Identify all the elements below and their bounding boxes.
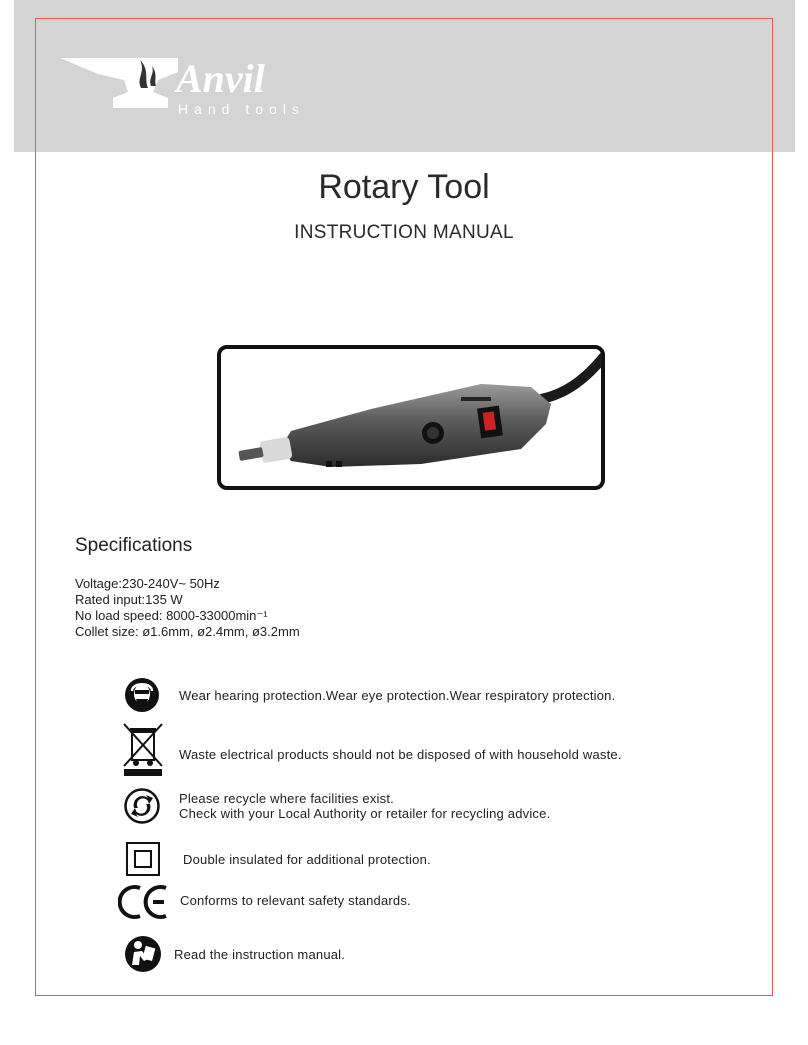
double-insulated-text: Double insulated for additional protection. [183,852,431,867]
spec-collet-size: Collet size: ø1.6mm, ø2.4mm, ø3.2mm [75,624,300,639]
read-manual-icon [124,935,162,973]
spec-voltage: Voltage:230-240V~ 50Hz [75,576,220,591]
ce-text: Conforms to relevant safety standards. [180,893,411,908]
double-insulated-icon [126,842,160,876]
spec-no-load-speed: No load speed: 8000-33000min⁻¹ [75,608,268,623]
recycle-text-line2: Check with your Local Authority or retailer for recycling advice. [179,806,551,821]
weee-crossed-bin-icon [122,722,164,777]
ppe-protection-icon [124,677,160,713]
read-manual-text: Read the instruction manual. [174,947,346,962]
page-subtitle: INSTRUCTION MANUAL [294,222,514,243]
recycle-text-line1: Please recycle where facilities exist. [179,791,394,806]
page-title: Rotary Tool [318,168,490,206]
brand-tagline: Hand tools [178,101,305,117]
rotary-tool-image [221,349,601,486]
recycle-icon [124,788,160,824]
ppe-protection-text: Wear hearing protection.Wear eye protection.Wear respiratory protection. [179,688,616,703]
product-photo [217,345,605,490]
spec-rated-input: Rated input:135 W [75,592,183,607]
ce-mark-icon [118,884,170,920]
specifications-heading: Specifications [75,535,193,556]
anvil-logo [58,50,338,125]
brand-name: Anvil [176,56,265,101]
weee-text: Waste electrical products should not be disposed of with household waste. [179,747,622,762]
